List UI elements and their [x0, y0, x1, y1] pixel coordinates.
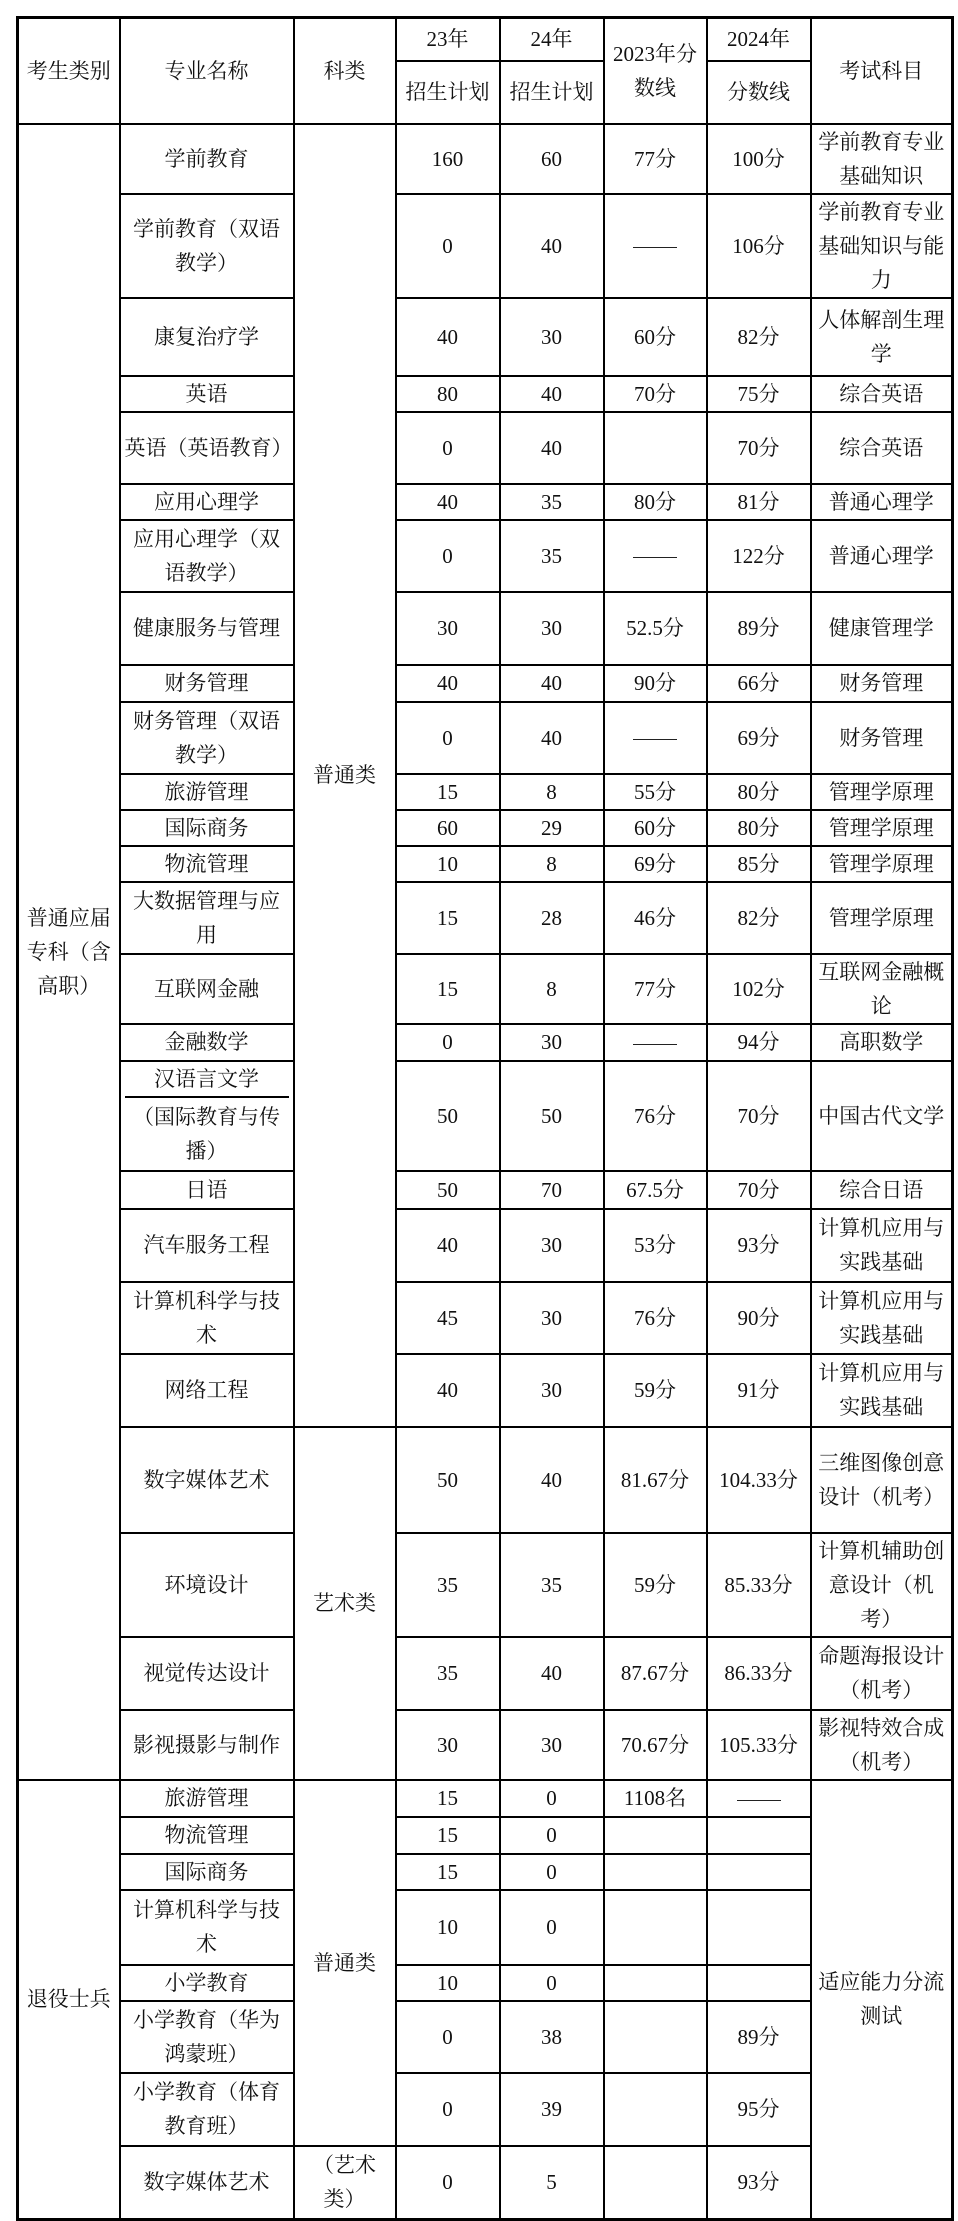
- score-2024-cell: 102分: [707, 954, 811, 1024]
- subject-type-cell: 普通类: [294, 1780, 396, 2146]
- subject-type-cell: （艺术类）: [294, 2146, 396, 2220]
- major-cell: 康复治疗学: [120, 298, 294, 376]
- table-row: [18, 1024, 953, 1061]
- score-2023-cell: 87.67分: [604, 1637, 707, 1710]
- plan24-cell: 30: [500, 1282, 604, 1354]
- score-2023-cell: [604, 702, 707, 774]
- score-2024-cell: 82分: [707, 298, 811, 376]
- score-2023-cell: 53分: [604, 1209, 707, 1282]
- table-row: [18, 702, 953, 774]
- plan24-cell: 50: [500, 1061, 604, 1171]
- score-2023-cell: [604, 2146, 707, 2220]
- header-plan23-label: 招生计划: [396, 61, 500, 124]
- plan23-cell: 40: [396, 1209, 500, 1282]
- header-plan24-label: 招生计划: [500, 61, 604, 124]
- exam-subject-cell: 管理学原理: [811, 774, 953, 810]
- exam-subject-cell: 人体解剖生理学: [811, 298, 953, 376]
- major-cell: 应用心理学: [120, 484, 294, 520]
- score-2023-cell: [604, 2073, 707, 2146]
- table-row: [18, 1427, 953, 1533]
- major-cell: 小学教育: [120, 1965, 294, 2001]
- table-row: [18, 194, 953, 298]
- table-row: [18, 520, 953, 592]
- header-score-2023: 2023年分数线: [604, 18, 707, 124]
- exam-subject-cell: 综合英语: [811, 412, 953, 484]
- exam-subject-cell: 学前教育专业基础知识: [811, 124, 953, 194]
- plan23-cell: 0: [396, 2146, 500, 2220]
- plan23-cell: 50: [396, 1427, 500, 1533]
- subject-type-cell: 艺术类: [294, 1427, 396, 1780]
- score-2023-cell: 52.5分: [604, 592, 707, 665]
- exam-subject-cell: 互联网金融概论: [811, 954, 953, 1024]
- plan23-cell: 15: [396, 954, 500, 1024]
- plan24-cell: 28: [500, 882, 604, 954]
- exam-subject-cell: 学前教育专业基础知识与能力: [811, 194, 953, 298]
- major-cell: 财务管理（双语教学）: [120, 702, 294, 774]
- major-line-1: 汉语言文学: [125, 1062, 289, 1098]
- table-row: [18, 774, 953, 810]
- major-cell: 日语: [120, 1171, 294, 1209]
- plan23-cell: 40: [396, 484, 500, 520]
- table-row: [18, 298, 953, 376]
- table-row: [18, 1282, 953, 1354]
- plan24-cell: 0: [500, 1817, 604, 1854]
- plan23-cell: 40: [396, 1354, 500, 1427]
- score-2024-cell: [707, 1965, 811, 2001]
- major-cell: 财务管理: [120, 665, 294, 702]
- category-cell: 退役士兵: [18, 1780, 120, 2220]
- plan23-cell: 0: [396, 412, 500, 484]
- plan24-cell: 40: [500, 412, 604, 484]
- plan24-cell: 8: [500, 774, 604, 810]
- major-line-2: （国际教育与传播）: [133, 1104, 280, 1163]
- exam-subject-cell: 综合日语: [811, 1171, 953, 1209]
- plan23-cell: 50: [396, 1171, 500, 1209]
- score-2023-cell: [604, 412, 707, 484]
- plan24-cell: 39: [500, 2073, 604, 2146]
- table-row: [18, 124, 953, 194]
- score-2024-cell: [707, 1854, 811, 1890]
- major-cell: 健康服务与管理: [120, 592, 294, 665]
- plan23-cell: 45: [396, 1282, 500, 1354]
- score-2023-cell: 69分: [604, 846, 707, 882]
- plan24-cell: 30: [500, 1209, 604, 1282]
- score-2023-cell: 76分: [604, 1282, 707, 1354]
- dash-placeholder: [633, 739, 677, 740]
- exam-subject-cell: 中国古代文学: [811, 1061, 953, 1171]
- score-2024-cell: 90分: [707, 1282, 811, 1354]
- table-row: [18, 376, 953, 412]
- score-2023-cell: 60分: [604, 298, 707, 376]
- plan24-cell: 60: [500, 124, 604, 194]
- plan23-cell: 160: [396, 124, 500, 194]
- major-cell: 影视摄影与制作: [120, 1710, 294, 1780]
- exam-subject-cell: 财务管理: [811, 702, 953, 774]
- score-2024-cell: 81分: [707, 484, 811, 520]
- table-row: [18, 1780, 953, 1817]
- major-cell: 环境设计: [120, 1533, 294, 1637]
- table-row: [18, 846, 953, 882]
- table-row: [18, 1171, 953, 1209]
- table-row: [18, 1061, 953, 1171]
- header-score-2024-year: 2024年: [707, 18, 811, 61]
- exam-subject-cell: 普通心理学: [811, 520, 953, 592]
- header-major: 专业名称: [120, 18, 294, 124]
- score-2023-cell: 59分: [604, 1533, 707, 1637]
- major-cell: 学前教育（双语教学）: [120, 194, 294, 298]
- plan24-cell: 40: [500, 1637, 604, 1710]
- plan24-cell: 0: [500, 1890, 604, 1965]
- major-cell: [120, 1061, 294, 1171]
- exam-subject-cell: 计算机应用与实践基础: [811, 1354, 953, 1427]
- major-cell: 国际商务: [120, 1854, 294, 1890]
- exam-subject-cell: 高职数学: [811, 1024, 953, 1061]
- major-cell: 汽车服务工程: [120, 1209, 294, 1282]
- score-2024-cell: 122分: [707, 520, 811, 592]
- exam-subject-cell: 计算机应用与实践基础: [811, 1209, 953, 1282]
- score-2023-cell: [604, 1965, 707, 2001]
- score-2023-cell: 70分: [604, 376, 707, 412]
- plan24-cell: 35: [500, 1533, 604, 1637]
- score-2024-cell: [707, 1780, 811, 1817]
- plan23-cell: 35: [396, 1637, 500, 1710]
- table-row: [18, 1637, 953, 1710]
- score-2023-cell: 81.67分: [604, 1427, 707, 1533]
- major-cell: 旅游管理: [120, 774, 294, 810]
- exam-subject-cell: 计算机辅助创意设计（机考）: [811, 1533, 953, 1637]
- plan24-cell: 30: [500, 592, 604, 665]
- major-cell: 金融数学: [120, 1024, 294, 1061]
- major-cell: 互联网金融: [120, 954, 294, 1024]
- score-2023-cell: 77分: [604, 954, 707, 1024]
- major-cell: 小学教育（体育教育班）: [120, 2073, 294, 2146]
- plan23-cell: 15: [396, 1817, 500, 1854]
- score-2024-cell: 91分: [707, 1354, 811, 1427]
- score-2024-cell: [707, 1890, 811, 1965]
- score-2023-cell: 70.67分: [604, 1710, 707, 1780]
- dash-placeholder: [633, 557, 677, 558]
- major-cell: 数字媒体艺术: [120, 1427, 294, 1533]
- major-cell: 英语: [120, 376, 294, 412]
- score-2024-cell: 69分: [707, 702, 811, 774]
- score-2023-cell: [604, 2001, 707, 2073]
- major-cell: 大数据管理与应用: [120, 882, 294, 954]
- score-2023-cell: 60分: [604, 810, 707, 846]
- score-2024-cell: 93分: [707, 2146, 811, 2220]
- table-row: [18, 592, 953, 665]
- major-cell: 物流管理: [120, 1817, 294, 1854]
- plan24-cell: 30: [500, 1024, 604, 1061]
- plan23-cell: 10: [396, 1965, 500, 2001]
- score-2023-cell: [604, 1024, 707, 1061]
- plan23-cell: 0: [396, 520, 500, 592]
- plan24-cell: 29: [500, 810, 604, 846]
- score-2023-cell: [604, 1854, 707, 1890]
- score-2024-cell: 70分: [707, 1171, 811, 1209]
- plan23-cell: 80: [396, 376, 500, 412]
- category-cell: 普通应届专科（含高职）: [18, 124, 120, 1780]
- header-subject-type: 科类: [294, 18, 396, 124]
- admissions-score-table: [16, 16, 954, 2221]
- header-plan23-year: 23年: [396, 18, 500, 61]
- table-row: [18, 1533, 953, 1637]
- plan23-cell: 35: [396, 1533, 500, 1637]
- score-2024-cell: 106分: [707, 194, 811, 298]
- dash-placeholder: [633, 1044, 677, 1045]
- header-score-2024-label: 分数线: [707, 61, 811, 124]
- plan24-cell: 8: [500, 846, 604, 882]
- plan24-cell: 30: [500, 298, 604, 376]
- score-2024-cell: [707, 1817, 811, 1854]
- score-2023-cell: 80分: [604, 484, 707, 520]
- score-2024-cell: 89分: [707, 2001, 811, 2073]
- score-2024-cell: 105.33分: [707, 1710, 811, 1780]
- table-row: [18, 1354, 953, 1427]
- score-2024-cell: 66分: [707, 665, 811, 702]
- score-2024-cell: 85.33分: [707, 1533, 811, 1637]
- plan23-cell: 15: [396, 1780, 500, 1817]
- major-cell: 网络工程: [120, 1354, 294, 1427]
- dash-placeholder: [633, 247, 677, 248]
- major-cell: 计算机科学与技术: [120, 1282, 294, 1354]
- plan23-cell: 0: [396, 2001, 500, 2073]
- plan23-cell: 40: [396, 665, 500, 702]
- major-cell: 国际商务: [120, 810, 294, 846]
- table-row: [18, 810, 953, 846]
- score-2024-cell: 95分: [707, 2073, 811, 2146]
- plan24-cell: 35: [500, 520, 604, 592]
- plan23-cell: 40: [396, 298, 500, 376]
- table-body: [18, 124, 953, 2220]
- plan24-cell: 40: [500, 194, 604, 298]
- table-row: [18, 954, 953, 1024]
- plan23-cell: 15: [396, 882, 500, 954]
- score-2023-cell: 59分: [604, 1354, 707, 1427]
- exam-subject-cell: 综合英语: [811, 376, 953, 412]
- plan23-cell: 0: [396, 702, 500, 774]
- plan24-cell: 0: [500, 1854, 604, 1890]
- plan23-cell: 15: [396, 774, 500, 810]
- table-row: [18, 412, 953, 484]
- exam-subject-cell: 三维图像创意设计（机考）: [811, 1427, 953, 1533]
- table-row: [18, 1710, 953, 1780]
- table-row: [18, 665, 953, 702]
- plan24-cell: 0: [500, 1965, 604, 2001]
- major-cell: 学前教育: [120, 124, 294, 194]
- table-row: [18, 484, 953, 520]
- exam-subject-cell: 适应能力分流测试: [811, 1780, 953, 2220]
- exam-subject-cell: 管理学原理: [811, 882, 953, 954]
- plan23-cell: 30: [396, 592, 500, 665]
- score-2023-cell: [604, 520, 707, 592]
- score-2024-cell: 94分: [707, 1024, 811, 1061]
- score-2024-cell: 80分: [707, 810, 811, 846]
- table-row: [18, 1209, 953, 1282]
- major-cell: 旅游管理: [120, 1780, 294, 1817]
- plan24-cell: 38: [500, 2001, 604, 2073]
- score-2024-cell: 70分: [707, 412, 811, 484]
- major-cell: 应用心理学（双语教学）: [120, 520, 294, 592]
- exam-subject-cell: 计算机应用与实践基础: [811, 1282, 953, 1354]
- plan23-cell: 30: [396, 1710, 500, 1780]
- major-cell: 英语（英语教育）: [120, 412, 294, 484]
- plan23-cell: 0: [396, 2073, 500, 2146]
- major-cell: 数字媒体艺术: [120, 2146, 294, 2220]
- score-2024-cell: 100分: [707, 124, 811, 194]
- major-cell: 物流管理: [120, 846, 294, 882]
- major-cell: 视觉传达设计: [120, 1637, 294, 1710]
- score-2023-cell: 46分: [604, 882, 707, 954]
- plan24-cell: 40: [500, 1427, 604, 1533]
- subject-type-cell: 普通类: [294, 124, 396, 1427]
- plan23-cell: 50: [396, 1061, 500, 1171]
- score-2023-cell: [604, 1890, 707, 1965]
- score-2023-cell: 1108名: [604, 1780, 707, 1817]
- major-cell: 计算机科学与技术: [120, 1890, 294, 1965]
- exam-subject-cell: 影视特效合成（机考）: [811, 1710, 953, 1780]
- header-category: 考生类别: [18, 18, 120, 124]
- header-plan24-year: 24年: [500, 18, 604, 61]
- score-2024-cell: 80分: [707, 774, 811, 810]
- exam-subject-cell: 普通心理学: [811, 484, 953, 520]
- score-2023-cell: [604, 1817, 707, 1854]
- score-2024-cell: 70分: [707, 1061, 811, 1171]
- plan23-cell: 10: [396, 846, 500, 882]
- score-2024-cell: 85分: [707, 846, 811, 882]
- plan23-cell: 0: [396, 194, 500, 298]
- plan24-cell: 8: [500, 954, 604, 1024]
- table-row: [18, 882, 953, 954]
- exam-subject-cell: 管理学原理: [811, 810, 953, 846]
- plan24-cell: 35: [500, 484, 604, 520]
- plan24-cell: 30: [500, 1354, 604, 1427]
- plan23-cell: 15: [396, 1854, 500, 1890]
- score-2024-cell: 93分: [707, 1209, 811, 1282]
- dash-placeholder: [737, 1800, 781, 1801]
- plan24-cell: 40: [500, 702, 604, 774]
- exam-subject-cell: 命题海报设计（机考）: [811, 1637, 953, 1710]
- plan24-cell: 30: [500, 1710, 604, 1780]
- score-2024-cell: 82分: [707, 882, 811, 954]
- plan23-cell: 10: [396, 1890, 500, 1965]
- score-2023-cell: 67.5分: [604, 1171, 707, 1209]
- plan24-cell: 5: [500, 2146, 604, 2220]
- plan24-cell: 40: [500, 665, 604, 702]
- plan24-cell: 0: [500, 1780, 604, 1817]
- plan23-cell: 60: [396, 810, 500, 846]
- score-2024-cell: 104.33分: [707, 1427, 811, 1533]
- exam-subject-cell: 健康管理学: [811, 592, 953, 665]
- plan24-cell: 40: [500, 376, 604, 412]
- score-2024-cell: 75分: [707, 376, 811, 412]
- plan24-cell: 70: [500, 1171, 604, 1209]
- plan23-cell: 0: [396, 1024, 500, 1061]
- exam-subject-cell: 管理学原理: [811, 846, 953, 882]
- major-cell: 小学教育（华为鸿蒙班）: [120, 2001, 294, 2073]
- score-2023-cell: 55分: [604, 774, 707, 810]
- exam-subject-cell: 财务管理: [811, 665, 953, 702]
- score-2023-cell: 77分: [604, 124, 707, 194]
- score-2023-cell: [604, 194, 707, 298]
- header-exam-subject: 考试科目: [811, 18, 953, 124]
- score-2023-cell: 90分: [604, 665, 707, 702]
- score-2024-cell: 86.33分: [707, 1637, 811, 1710]
- score-2023-cell: 76分: [604, 1061, 707, 1171]
- score-2024-cell: 89分: [707, 592, 811, 665]
